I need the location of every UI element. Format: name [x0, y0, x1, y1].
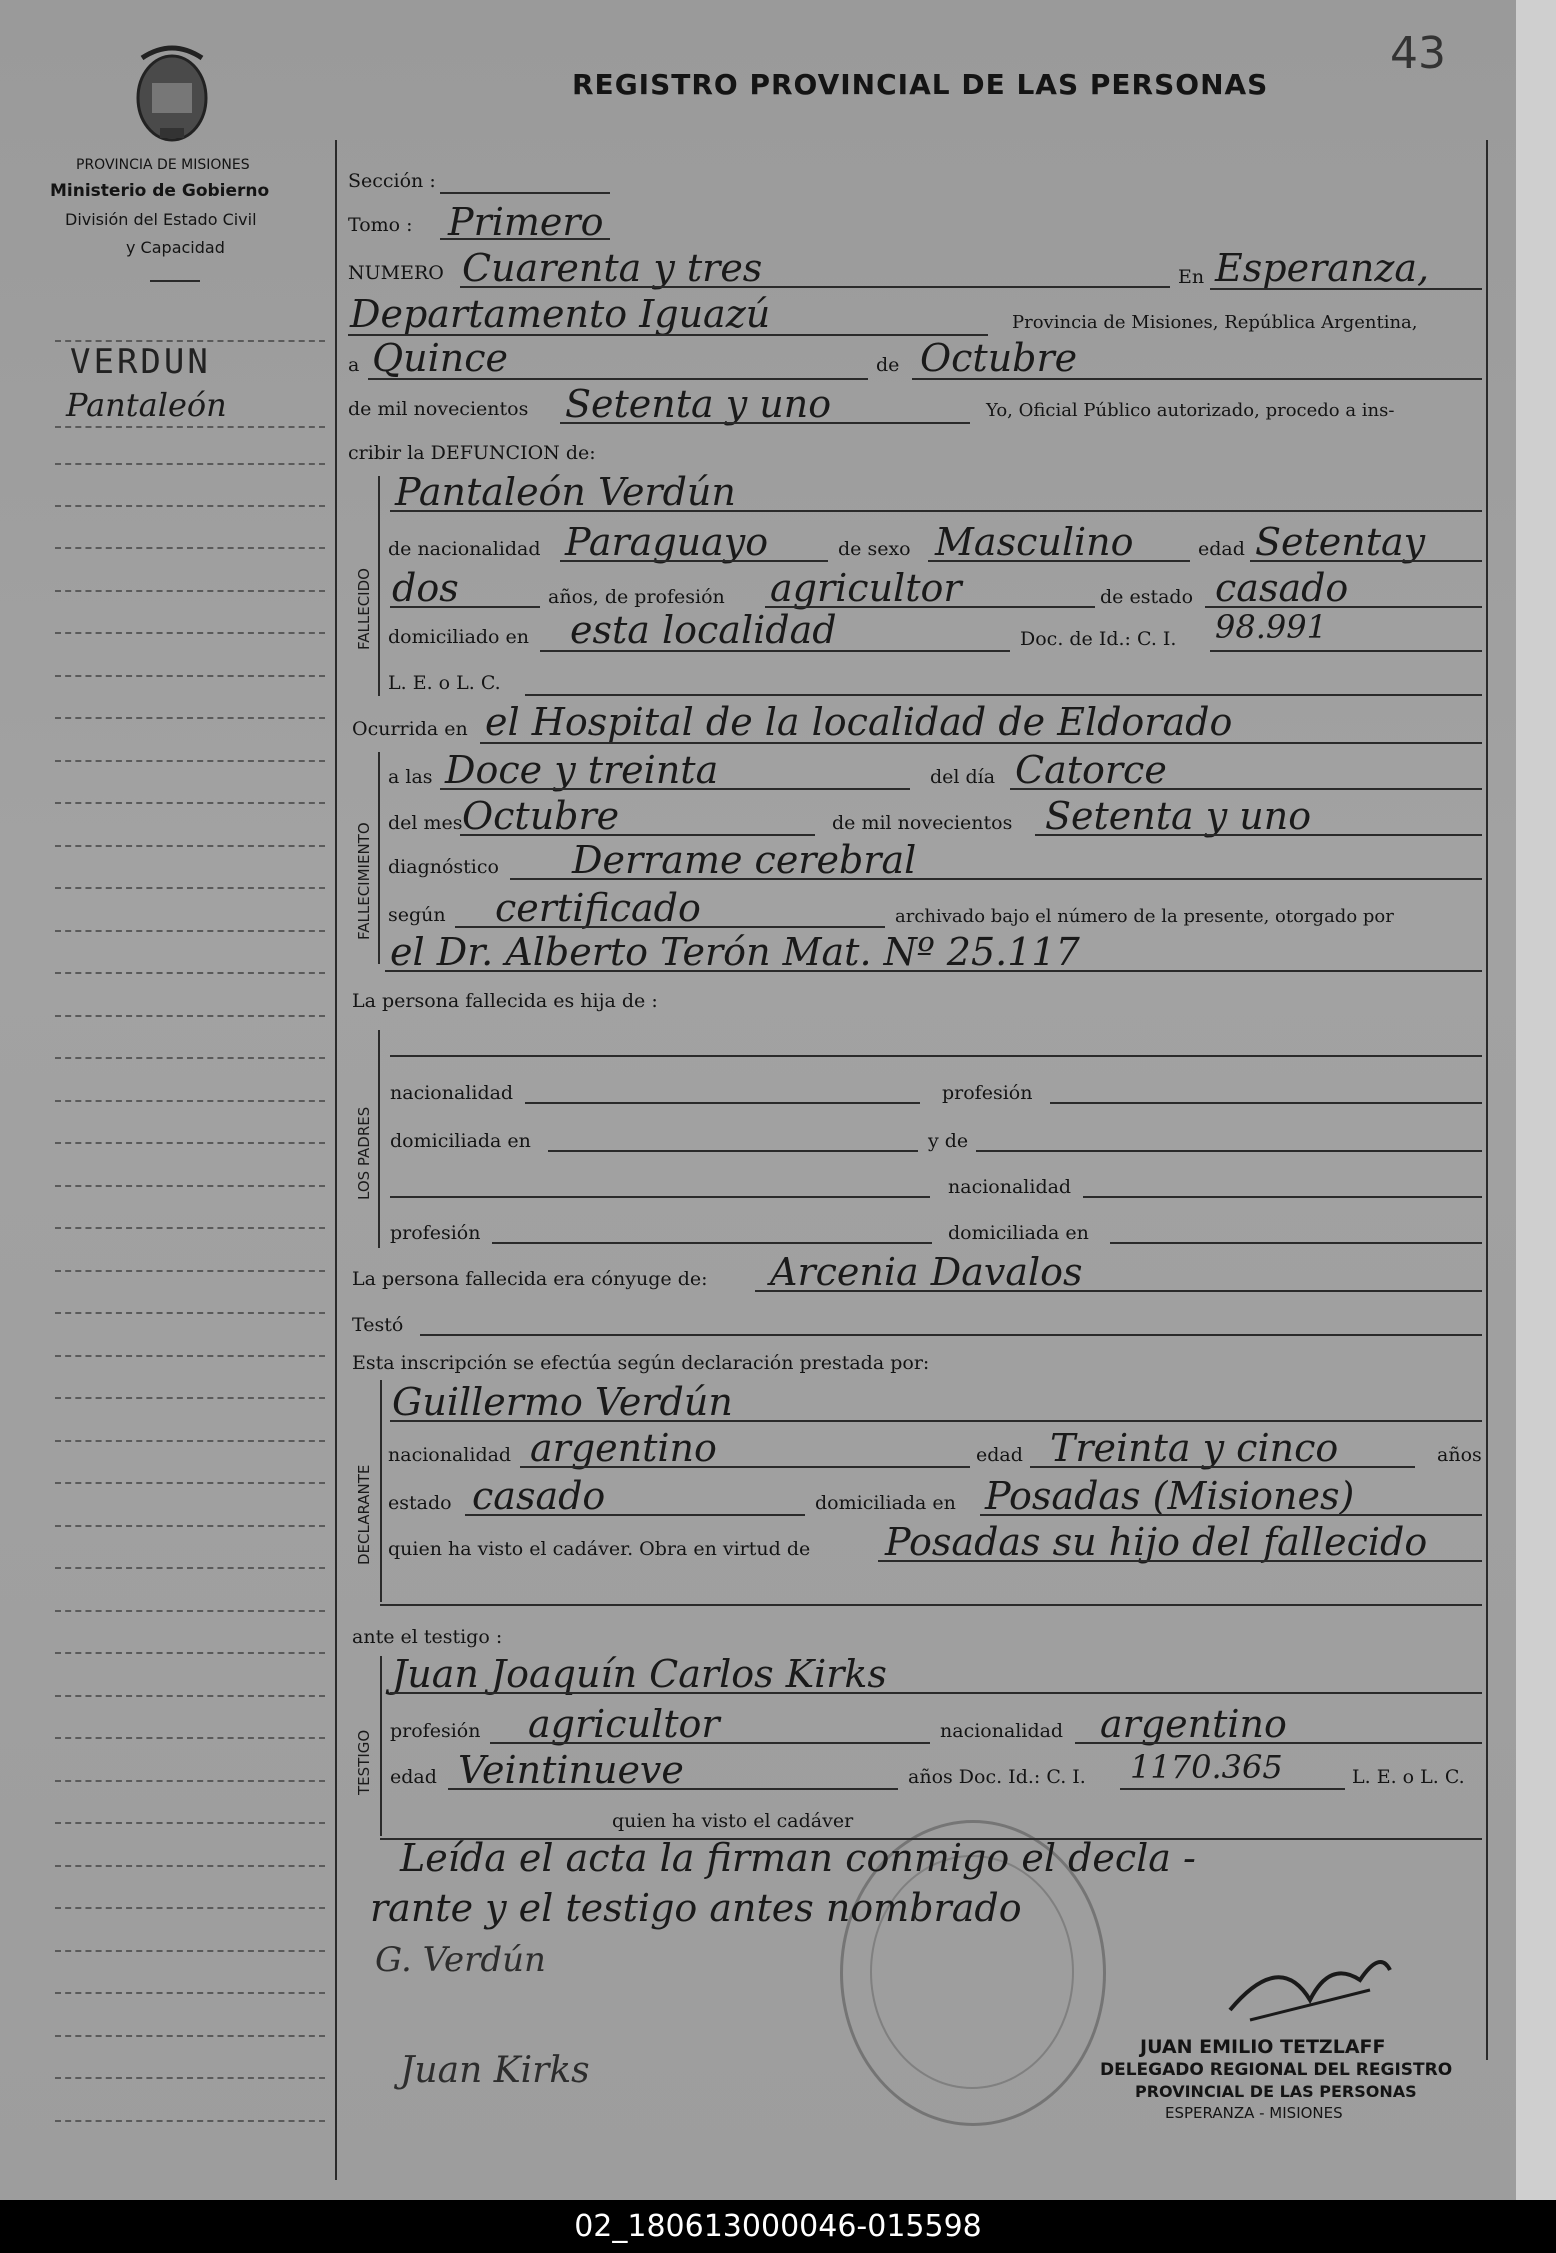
decl-estado-label: estado	[388, 1492, 452, 1514]
anio-fall-value: Setenta y uno	[1045, 794, 1312, 838]
mes-fall-value: Octubre	[462, 794, 620, 838]
testigo-bracket	[380, 1656, 382, 1836]
domicilio-line	[540, 650, 1010, 652]
segun-line	[455, 926, 885, 928]
padres-nacionalidad2-label: nacionalidad	[948, 1176, 1072, 1198]
org-line1: PROVINCIA DE MISIONES	[76, 157, 250, 173]
edad-cont-line	[390, 606, 540, 608]
tomo-value: Primero	[448, 200, 604, 244]
del-dia-label: del día	[930, 766, 996, 788]
edad-line	[1250, 560, 1482, 562]
archivado-label: archivado bajo el número de la presente, otorgado por	[895, 906, 1394, 927]
hija-label: La persona fallecida es hija de :	[352, 990, 658, 1012]
doc-line	[1210, 650, 1482, 652]
edad-label: edad	[1198, 538, 1245, 560]
testo-label: Testó	[352, 1314, 404, 1336]
anio-fall-line	[1035, 834, 1482, 836]
diagnostico-label: diagnóstico	[388, 856, 499, 878]
nacionalidad-value: Paraguayo	[565, 520, 769, 564]
main-left-border	[335, 140, 337, 2180]
testigo-nombre-line	[390, 1692, 1482, 1694]
declarante-nombre: Guillermo Verdún	[392, 1380, 733, 1424]
margin-surname: VERDUN	[70, 342, 211, 382]
ocurrida-label: Ocurrida en	[352, 718, 468, 740]
mes-line	[912, 378, 1482, 380]
official-title2: PROVINCIAL DE LAS PERSONAS	[1135, 2082, 1417, 2101]
dia-fall-value: Catorce	[1015, 748, 1167, 792]
declarante-bottom-line	[380, 1604, 1482, 1606]
decl-domiciliada-label: domiciliada en	[815, 1492, 956, 1514]
le-lc-line	[525, 694, 1482, 696]
edad-value: Setentay	[1255, 520, 1426, 564]
en-line	[1210, 288, 1482, 290]
mes-value: Octubre	[920, 336, 1078, 380]
main-right-border	[1486, 140, 1488, 2060]
nacionalidad-label: de nacionalidad	[388, 538, 541, 560]
mil-label: de mil novecientos	[348, 398, 529, 420]
conyuge-value: Arcenia Davalos	[770, 1250, 1083, 1294]
padres-y-de-label: y de	[928, 1130, 969, 1152]
doc-label: Doc. de Id.: C. I.	[1020, 628, 1177, 650]
padres-y-de-line	[976, 1150, 1482, 1152]
test-anos-doc-label: años Doc. Id.: C. I.	[908, 1766, 1086, 1788]
test-nacionalidad-value: argentino	[1100, 1702, 1287, 1746]
dia-line	[368, 378, 868, 380]
padres-profesion2-line	[492, 1242, 932, 1244]
sexo-label: de sexo	[838, 538, 911, 560]
segun-label: según	[388, 904, 446, 926]
decl-domicilio-value: Posadas (Misiones)	[985, 1474, 1355, 1518]
ocurrida-line	[480, 742, 1482, 744]
a-label: a	[348, 354, 360, 376]
padres-nacionalidad-label: nacionalidad	[390, 1082, 514, 1104]
anio-value: Setenta y uno	[565, 382, 832, 426]
del-mes-label: del mes	[388, 812, 463, 834]
ocurrida-value: el Hospital de la localidad de Eldorado	[485, 700, 1233, 744]
decl-anos-label: años	[1437, 1444, 1482, 1466]
inscribir-label: cribir la DEFUNCION de:	[348, 442, 596, 464]
page-edge	[1516, 0, 1556, 2200]
nacionalidad-line	[560, 560, 828, 562]
en-value: Esperanza,	[1215, 246, 1430, 290]
yo-label: Yo, Oficial Público autorizado, procedo a ins-	[986, 400, 1395, 421]
seccion-line	[440, 192, 610, 194]
padres-domiciliada2-line	[1110, 1242, 1482, 1244]
padres-domiciliada2-label: domiciliada en	[948, 1222, 1089, 1244]
de-label: de	[876, 354, 900, 376]
padres-domiciliada-line	[548, 1150, 918, 1152]
test-doc-value: 1170.365	[1130, 1748, 1283, 1786]
decl-edad-label: edad	[976, 1444, 1023, 1466]
padres-profesion-line	[1050, 1102, 1482, 1104]
test-profesion-value: agricultor	[528, 1702, 720, 1746]
estado-value: casado	[1215, 566, 1349, 610]
sexo-value: Masculino	[935, 520, 1134, 564]
padres-nacionalidad-line	[525, 1102, 920, 1104]
padres-domiciliada-label: domiciliada en	[390, 1130, 531, 1152]
padres-profesion-label: profesión	[942, 1082, 1033, 1104]
mes-fall-line	[460, 834, 815, 836]
a-las-label: a las	[388, 766, 433, 788]
dia-value: Quince	[372, 336, 509, 380]
org-underline	[150, 280, 200, 282]
domiciliado-label: domiciliado en	[388, 626, 530, 648]
test-edad-line	[448, 1788, 898, 1790]
medico-line	[385, 970, 1482, 972]
padres-line1	[390, 1055, 1482, 1057]
declarante-side-label: DECLARANTE	[355, 1464, 373, 1565]
decl-domicilio-line	[980, 1514, 1482, 1516]
page-title: REGISTRO PROVINCIAL DE LAS PERSONAS	[572, 68, 1269, 101]
numero-line	[460, 286, 1170, 288]
en-label: En	[1178, 266, 1205, 288]
conyuge-label: La persona fallecida era cónyuge de:	[352, 1268, 708, 1290]
cierre-line2: rante y el testigo antes nombrado	[370, 1886, 1022, 1930]
footer-id: 02_180613000046-015598	[574, 2209, 982, 2244]
test-le-lc-label: L. E. o L. C.	[1352, 1766, 1465, 1788]
org-line3: División del Estado Civil	[65, 210, 257, 229]
tomo-line	[440, 238, 610, 240]
le-lc-label: L. E. o L. C.	[388, 672, 501, 694]
medico-value: el Dr. Alberto Terón Mat. Nº 25.117	[390, 930, 1080, 974]
padres-profesion2-label: profesión	[390, 1222, 481, 1244]
fallecido-nombre: Pantaleón Verdún	[395, 470, 736, 514]
padres-line2	[390, 1196, 930, 1198]
decl-virtud-line	[878, 1560, 1482, 1562]
doc-value: 98.991	[1215, 608, 1327, 646]
fallecimiento-side-label: FALLECIMIENTO	[355, 822, 373, 940]
fallecimiento-bracket	[378, 752, 380, 964]
test-doc-line	[1120, 1788, 1345, 1790]
coat-of-arms-icon	[130, 38, 215, 148]
numero-label: NUMERO	[348, 262, 444, 284]
padres-nacionalidad2-line	[1083, 1196, 1482, 1198]
testigo-side-label: TESTIGO	[355, 1729, 373, 1795]
decl-nacionalidad-line	[520, 1466, 970, 1468]
test-edad-label: edad	[390, 1766, 437, 1788]
declarante-bracket	[380, 1380, 382, 1602]
ante-testigo-label: ante el testigo :	[352, 1626, 503, 1648]
decl-estado-value: casado	[472, 1474, 606, 1518]
test-visto-label: quien ha visto el cadáver	[612, 1810, 854, 1832]
test-nacionalidad-line	[1075, 1742, 1482, 1744]
mil-fall-label: de mil novecientos	[832, 812, 1013, 834]
padres-bracket	[378, 1030, 380, 1248]
numero-value: Cuarenta y tres	[462, 246, 763, 290]
signature-declarante: G. Verdún	[375, 1940, 546, 1980]
decl-virtud-value: Posadas su hijo del fallecido	[885, 1520, 1428, 1564]
fallecido-side-label: FALLECIDO	[355, 568, 373, 650]
edad-value-cont: dos	[392, 566, 459, 610]
org-line4: y Capacidad	[126, 238, 225, 257]
conyuge-line	[755, 1290, 1482, 1292]
diagnostico-value: Derrame cerebral	[572, 838, 917, 882]
signature-official	[1220, 1940, 1400, 2030]
profesion-value: agricultor	[770, 566, 962, 610]
official-name: JUAN EMILIO TETZLAFF	[1140, 2036, 1386, 2058]
decl-edad-line	[1030, 1466, 1415, 1468]
margin-given-name: Pantaleón	[66, 386, 227, 424]
decl-visto-label: quien ha visto el cadáver. Obra en virtud de	[388, 1538, 811, 1560]
testo-line	[420, 1334, 1482, 1336]
provincia-label: Provincia de Misiones, República Argentina,	[1012, 312, 1418, 333]
org-line2: Ministerio de Gobierno	[50, 181, 270, 201]
testigo-nombre: Juan Joaquín Carlos Kirks	[392, 1652, 887, 1696]
diagnostico-line	[510, 878, 1482, 880]
domicilio-value: esta localidad	[570, 608, 837, 652]
cierre-line1: Leída el acta la firman conmigo el decla -	[400, 1836, 1196, 1880]
hora-value: Doce y treinta	[445, 748, 719, 792]
declarante-nombre-line	[390, 1420, 1482, 1422]
footer-id-bar	[0, 2200, 1556, 2253]
segun-value: certificado	[495, 886, 701, 930]
test-edad-value: Veintinueve	[458, 1748, 684, 1792]
official-place: ESPERANZA - MISIONES	[1165, 2104, 1343, 2122]
tomo-label: Tomo :	[348, 214, 413, 236]
decl-nacionalidad-label: nacionalidad	[388, 1444, 512, 1466]
dia-fall-line	[1010, 788, 1482, 790]
seccion-label: Sección :	[348, 170, 436, 192]
page-number: 43	[1390, 28, 1446, 79]
inscripcion-label: Esta inscripción se efectúa según declaración prestada por:	[352, 1352, 930, 1374]
official-title1: DELEGADO REGIONAL DEL REGISTRO	[1100, 2060, 1453, 2080]
anio-line	[560, 422, 970, 424]
decl-estado-line	[465, 1514, 805, 1516]
test-profesion-line	[490, 1742, 930, 1744]
test-nacionalidad-label: nacionalidad	[940, 1720, 1064, 1742]
decl-nacionalidad-value: argentino	[530, 1426, 717, 1470]
fallecido-nombre-line	[390, 510, 1482, 512]
sexo-line	[928, 560, 1190, 562]
decl-edad-value: Treinta y cinco	[1050, 1426, 1339, 1470]
departamento-value: Departamento Iguazú	[350, 292, 771, 336]
estado-label: de estado	[1100, 586, 1194, 608]
fallecido-bracket	[378, 476, 380, 696]
test-profesion-label: profesión	[390, 1720, 481, 1742]
hora-line	[440, 788, 910, 790]
anos-profesion-label: años, de profesión	[548, 586, 725, 608]
signature-testigo: Juan Kirks	[400, 2050, 590, 2091]
padres-side-label: LOS PADRES	[355, 1106, 373, 1200]
